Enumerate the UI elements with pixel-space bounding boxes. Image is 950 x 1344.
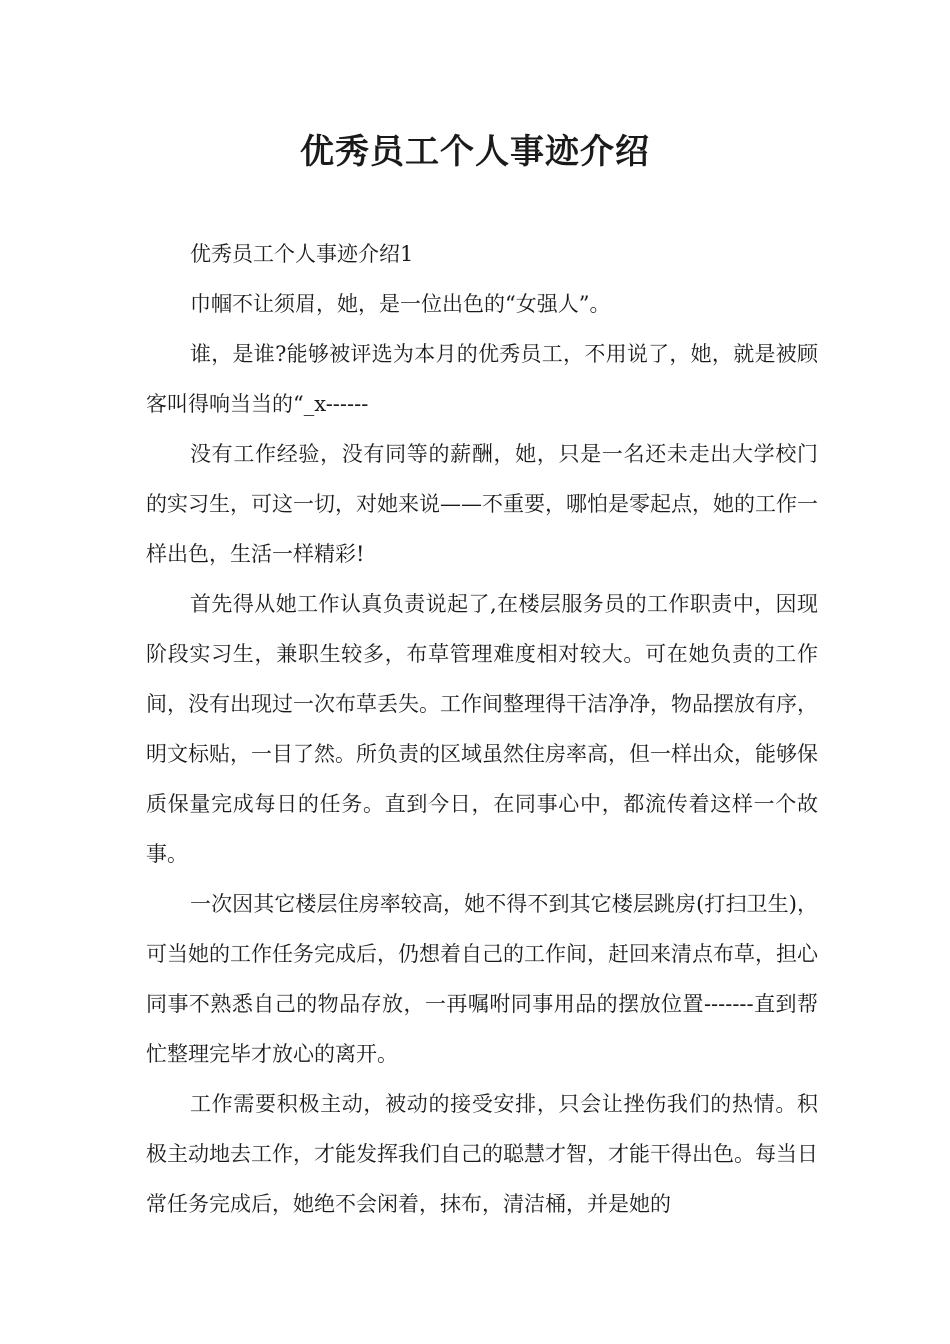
paragraph: 首先得从她工作认真负责说起了,在楼层服务员的工作职责中，因现阶段实习生，兼职生较多，布草管理难度相对较大。可在她负责的工作间，没有出现过一次布草丢失。工作间整理得干洁净净，物品摆放有序，明文标贴，一目了然。所负责的区域虽然住房率高，但一样出众，能够保质保量完成每日的任务。直到今日，在同事心中，都流传着这样一个故事。 bbox=[146, 592, 818, 866]
paragraph: 工作需要积极主动，被动的接受安排，只会让挫伤我们的热情。积极主动地去工作，才能发挥我们自己的聪慧才智，才能干得出色。每当日常任务完成后，她绝不会闲着，抹布，清洁桶，并是她的 bbox=[146, 1092, 818, 1216]
paragraph: 巾帼不让须眉，她，是一位出色的“女强人”。 bbox=[190, 292, 611, 316]
document-title: 优秀员工个人事迹介绍 bbox=[300, 132, 650, 172]
paragraph: 一次因其它楼层住房率较高，她不得不到其它楼层跳房(打扫卫生)，可当她的工作任务完成后，仍想着自己的工作间，赶回来清点布草，担心同事不熟悉自己的物品存放，一再嘱咐同事用品的摆放位置-------直到帮忙整理完毕才放心的离开。 bbox=[146, 892, 818, 1066]
document-body bbox=[146, 229, 818, 1229]
paragraph: 谁，是谁?能够被评选为本月的优秀员工，不用说了，她，就是被顾客叫得响当当的“_x------ bbox=[146, 342, 818, 416]
paragraph: 没有工作经验，没有同等的薪酬，她，只是一名还未走出大学校门的实习生，可这一切，对她来说——不重要，哪怕是零起点，她的工作一样出色，生活一样精彩! bbox=[146, 442, 818, 566]
paragraph-heading: 优秀员工个人事迹介绍1 bbox=[190, 242, 414, 266]
